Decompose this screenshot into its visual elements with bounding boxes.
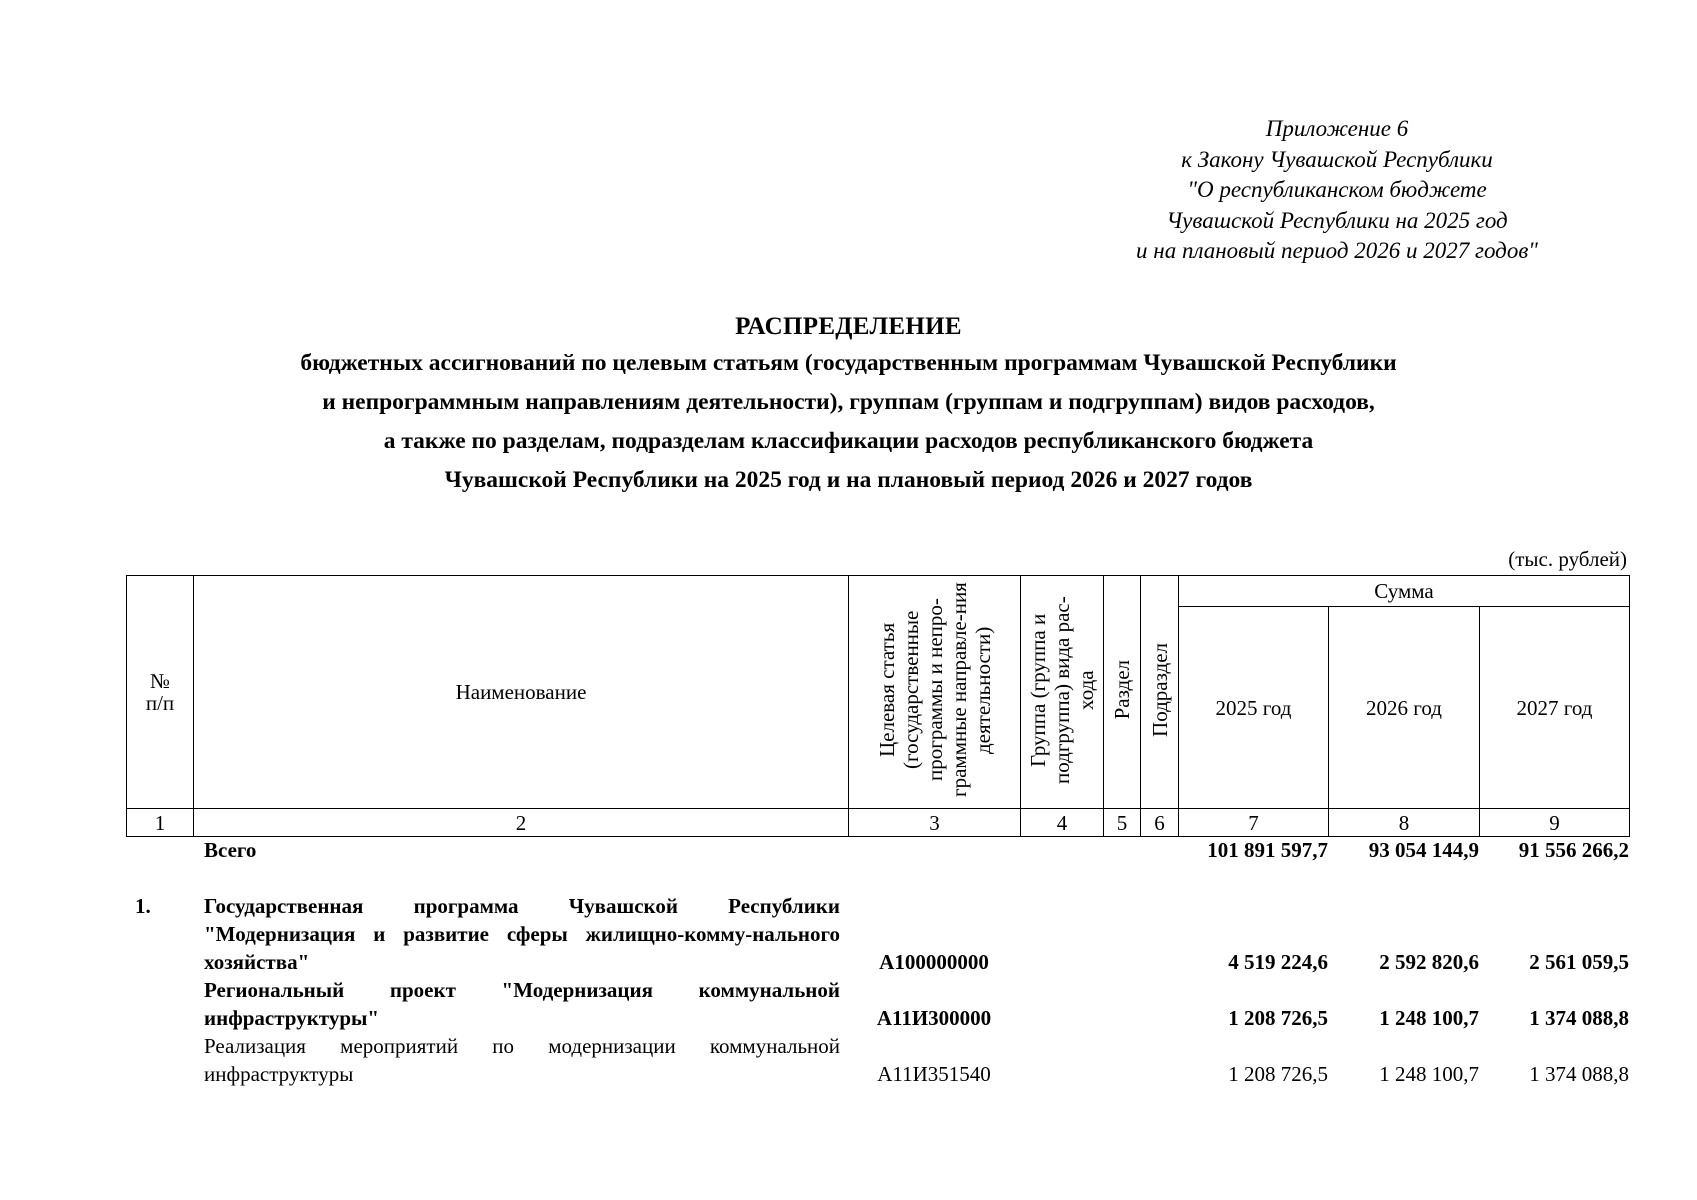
units-label: (тыс. рублей) (1508, 547, 1627, 571)
row-name: Государственная программа Чувашской Республики "Модернизация и развитие сферы жилищно-комму-нального хозяйства" (204, 894, 840, 974)
col-number: 2 (194, 809, 849, 837)
header-group: Группа (группа и подгруппа) вида рас-хода (1021, 576, 1104, 809)
table-row-program (126, 892, 1629, 976)
row-name: Реализация мероприятий по модернизации коммунальной инфраструктуры (204, 1034, 840, 1086)
col-number: 8 (1329, 809, 1480, 837)
row-value-2025: 4 519 224,6 (1228, 950, 1328, 974)
annex-line-5: и на плановый период 2026 и 2027 годов" (1136, 238, 1538, 263)
col-number: 5 (1104, 809, 1141, 837)
table-row-project (126, 976, 1629, 1032)
row-value-2026: 2 592 820,6 (1379, 950, 1479, 974)
row-value-2027: 2 561 059,5 (1529, 950, 1629, 974)
title-line-2: и непрограммным направлениям деятельности), группам (группам и подгруппам) видов расходов, (322, 389, 1375, 415)
col-number: 3 (849, 809, 1021, 837)
annex-caption (1037, 114, 1637, 267)
col-number: 4 (1021, 809, 1104, 837)
row-value-2026: 1 248 100,7 (1379, 1006, 1479, 1030)
col-number: 1 (127, 809, 194, 837)
table-row-total (126, 836, 1629, 864)
table-body (126, 836, 1629, 1088)
row-num: 1. (135, 894, 151, 918)
title-line-1: бюджетных ассигнований по целевым статьям (государственным программам Чувашской Республики (300, 350, 1397, 376)
header-num: № п/п (127, 576, 194, 809)
header-subsection: Подраздел (1141, 576, 1179, 809)
row-code: А100000000 (879, 950, 989, 974)
annex-line-3: "О республиканском бюджете (1187, 177, 1487, 202)
header-name: Наименование (194, 576, 849, 809)
col-number: 9 (1480, 809, 1630, 837)
annex-line-1: Приложение 6 (1265, 116, 1409, 141)
header-2027: 2027 год (1480, 607, 1630, 809)
row-value-2027: 1 374 088,8 (1529, 1006, 1629, 1030)
annex-line-2: к Закону Чувашской Республики (1181, 146, 1493, 172)
row-value-2027: 91 556 266,2 (1518, 838, 1629, 862)
col-number: 6 (1141, 809, 1179, 837)
annex-line-4: Чувашской Республики на 2025 год (1166, 207, 1508, 233)
row-value-2025: 1 208 726,5 (1228, 1062, 1328, 1086)
row-value-2027: 1 374 088,8 (1529, 1062, 1629, 1086)
row-value-2025: 1 208 726,5 (1228, 1006, 1328, 1030)
row-name: Всего (204, 838, 257, 862)
header-target: Целевая статья (государственные программы и непро-граммные направле-ния деятельности) (849, 576, 1021, 809)
header-2026: 2026 год (1329, 607, 1480, 809)
header-2025: 2025 год (1179, 607, 1329, 809)
header-section: Раздел (1104, 576, 1141, 809)
row-value-2026: 1 248 100,7 (1379, 1062, 1479, 1086)
document-title (0, 310, 1697, 500)
table-row-measure (126, 1032, 1629, 1088)
title-line-4: Чувашской Республики на 2025 год и на плановый период 2026 и 2027 годов (444, 467, 1253, 493)
row-code: А11И351540 (877, 1062, 991, 1086)
row-name: Региональный проект "Модернизация коммунальной инфраструктуры" (204, 978, 840, 1030)
table-header (126, 575, 1630, 837)
title-main: РАСПРЕДЕЛЕНИЕ (735, 313, 962, 340)
header-sum: Сумма (1179, 576, 1630, 607)
title-line-3: а также по разделам, подразделам классификации расходов республиканского бюджета (383, 428, 1314, 454)
row-code: А11И300000 (876, 1006, 992, 1030)
row-value-2025: 101 891 597,7 (1207, 838, 1328, 862)
row-value-2026: 93 054 144,9 (1368, 838, 1479, 862)
col-number: 7 (1179, 809, 1329, 837)
